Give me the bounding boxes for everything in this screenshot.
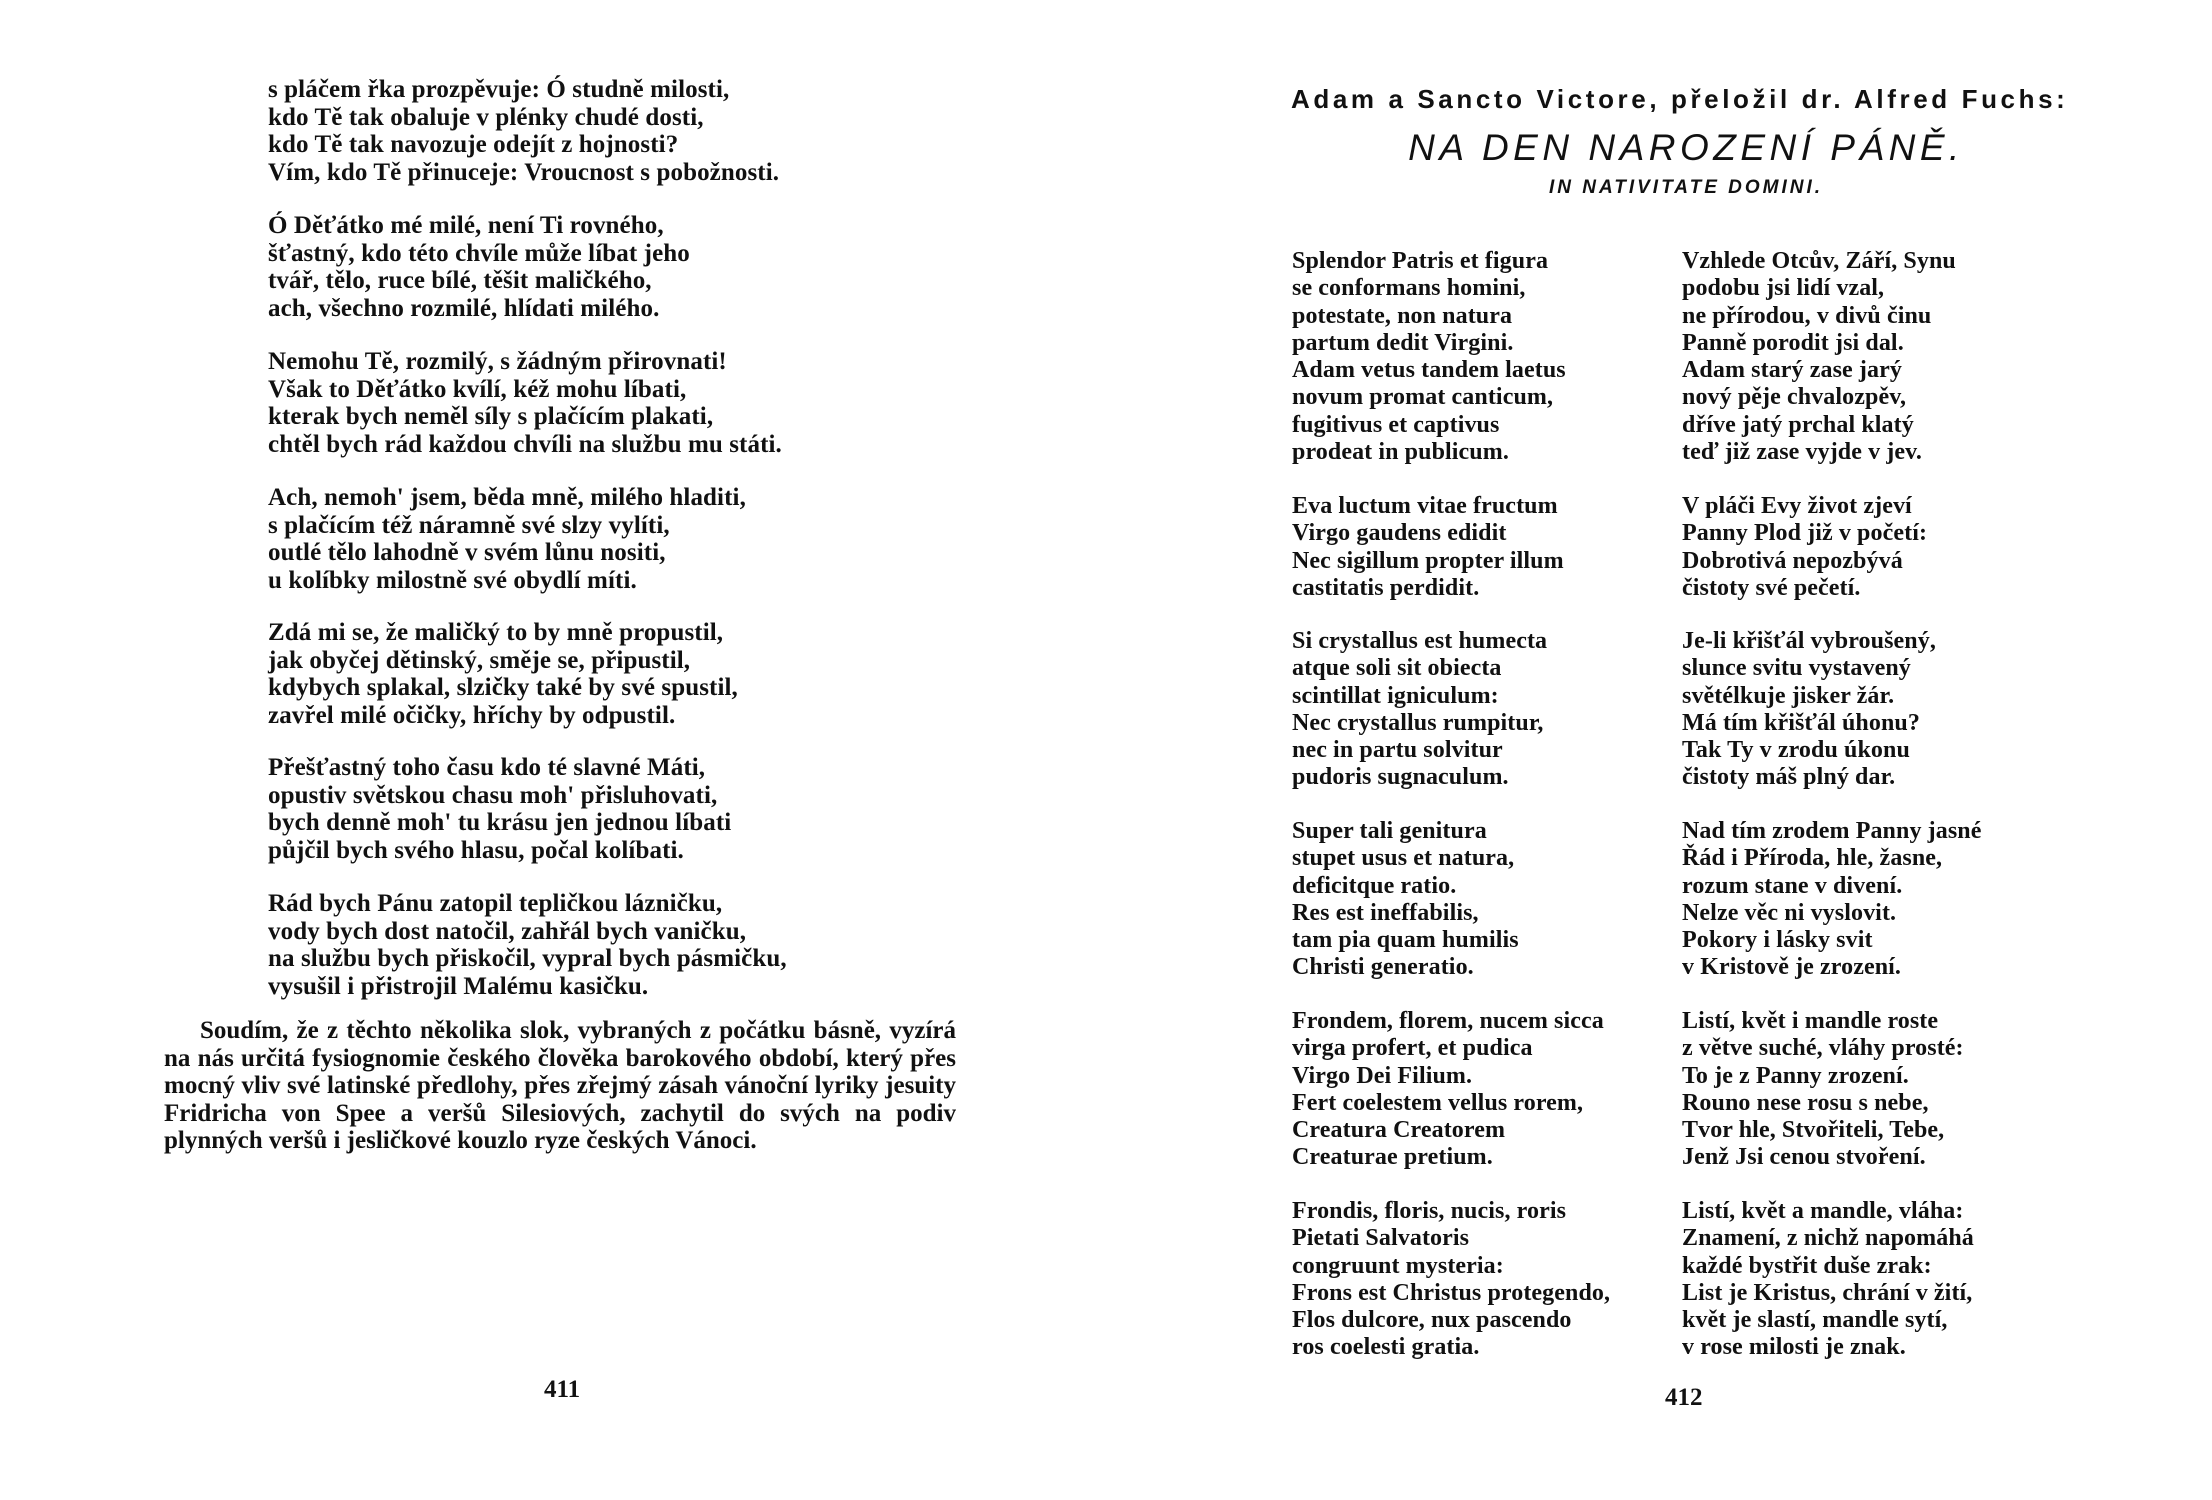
verse-line: Eva luctum vitae fructum — [1292, 493, 1558, 519]
verse-line: Ach, nemoh' jsem, běda mně, milého hladiti, — [268, 484, 746, 511]
latin-stanza — [1292, 493, 1682, 602]
czech-stanza — [1682, 818, 2082, 982]
verse-line: Super tali genitura — [1292, 818, 1487, 844]
verse-line: Ó Děťátko mé milé, není Ti rovného, — [268, 212, 664, 239]
czech-stanza — [1682, 248, 2082, 466]
verse-line: šťastný, kdo této chvíle může líbat jeho — [268, 239, 690, 267]
verse-line: Řád i Příroda, hle, žasne, — [1682, 845, 1943, 872]
verse-line: Panny Plod již v početí: — [1682, 520, 1928, 547]
verse-line: nec in partu solvitur — [1292, 737, 1503, 764]
verse-line: kterak bych neměl síly s plačícím plakati, — [268, 403, 714, 430]
left-stanza — [268, 212, 908, 322]
verse-line: Nec sigillum propter illum — [1292, 547, 1564, 574]
latin-stanza — [1292, 1008, 1682, 1172]
verse-line: Je-li křišťál vybroušený, — [1682, 628, 1936, 654]
verse-line: Frondis, floris, nucis, roris — [1292, 1198, 1567, 1224]
verse-line: Listí, květ a mandle, vláha: — [1682, 1198, 1964, 1224]
verse-line: světélkuje jisker žár. — [1682, 682, 1895, 709]
left-stanza — [268, 754, 908, 864]
right-page — [1106, 0, 2212, 1500]
verse-line: Si crystallus est humecta — [1292, 628, 1548, 654]
latin-stanza — [1292, 248, 1682, 466]
left-stanza — [268, 890, 908, 1000]
verse-line: scintillat igniculum: — [1292, 682, 1499, 709]
verse-line: každé bystřit duše zrak: — [1682, 1252, 1932, 1279]
verse-line: kdo Tě tak navozuje odejít z hojnosti? — [268, 131, 679, 158]
verse-line: ach, všechno rozmilé, hlídati milého. — [268, 294, 660, 322]
page-number: 412 — [1665, 1384, 1703, 1411]
verse-line: čistoty máš plný dar. — [1682, 764, 1896, 791]
verse-line: atque soli sit obiecta — [1292, 655, 1502, 682]
verse-line: Flos dulcore, nux pascendo — [1292, 1307, 1572, 1334]
page-number: 411 — [544, 1376, 581, 1403]
verse-line: Frondem, florem, nucem sicca — [1292, 1008, 1604, 1034]
verse-line: Nec crystallus rumpitur, — [1292, 709, 1544, 736]
verse-line: Frons est Christus protegendo, — [1292, 1279, 1611, 1306]
poem-subtitle: IN NATIVITATE DOMINI. — [1548, 177, 1824, 198]
latin-stanza — [1292, 818, 1682, 982]
verse-line: u kolíbky milostně své obydlí míti. — [268, 566, 637, 594]
left-stanza — [268, 619, 908, 729]
left-stanza — [268, 348, 908, 458]
verse-line: ros coelesti gratia. — [1292, 1334, 1480, 1361]
verse-line: bych denně moh' tu krásu jen jednou líbati — [268, 809, 732, 836]
verse-line: s plačícím též náramně své slzy vylíti, — [268, 511, 670, 539]
verse-line: partum dedit Virgini. — [1292, 329, 1514, 356]
verse-line: Creatura Creatorem — [1292, 1117, 1506, 1144]
verse-line: dříve jatý prchal klatý — [1682, 411, 1914, 438]
verse-line: Nemohu Tě, rozmilý, s žádným přirovnati! — [268, 348, 727, 375]
verse-line: congruunt mysteria: — [1292, 1252, 1504, 1279]
verse-line: Fert coelestem vellus rorem, — [1292, 1089, 1584, 1116]
commentary-paragraph: Soudím, že z těchto několika slok, vybraných z počátku básně, vyzírá na nás určitá fysiognomie českého člověka barokového období, který přes mocný vliv své latinské předlohy, přes zřejmý zásah vánoční lyriky jesuity Fridricha von Spee a veršů Silesiových, zachytil do svých na podiv plynných veršů i jesličkové kouzlo ryze českých Vánoci. — [164, 1017, 956, 1154]
verse-line: slunce svitu vystavený — [1682, 655, 1911, 682]
verse-line: s pláčem řka prozpěvuje: Ó studně milosti, — [268, 76, 730, 103]
verse-line: Rouno nese rosu s nebe, — [1682, 1089, 1929, 1116]
verse-line: Vzhlede Otcův, Září, Synu — [1682, 248, 1956, 274]
verse-line: fugitivus et captivus — [1292, 411, 1500, 438]
verse-line: Creaturae pretium. — [1292, 1144, 1493, 1171]
verse-line: Jenž Jsi cenou stvoření. — [1682, 1144, 1926, 1171]
verse-line: půjčil bych svého hlasu, počal kolíbati. — [268, 836, 684, 864]
verse-line: Virgo Dei Filium. — [1292, 1062, 1473, 1089]
verse-line: tvář, tělo, ruce bílé, těšit maličkého, — [268, 267, 652, 294]
verse-line: ne přírodou, v divů činu — [1682, 302, 1932, 329]
verse-line: Nelze věc ni vyslovit. — [1682, 899, 1897, 926]
verse-line: V pláči Evy život zjeví — [1682, 493, 1912, 519]
latin-stanza — [1292, 1198, 1682, 1362]
latin-stanza — [1292, 628, 1682, 792]
verse-line: v Kristově je zrození. — [1682, 954, 1902, 981]
verse-line: Vím, kdo Tě přinuceje: Vroucnost s pobožnosti. — [268, 158, 780, 186]
verse-line: Virgo gaudens edidit — [1292, 520, 1507, 547]
verse-line: Zdá mi se, že maličký to by mně propustil, — [268, 619, 724, 646]
verse-line: tam pia quam humilis — [1292, 927, 1519, 954]
verse-line: kdo Tě tak obaluje v plénky chudé dosti, — [268, 103, 704, 131]
verse-line: Splendor Patris et figura — [1292, 248, 1549, 274]
verse-line: vody bych dost natočil, zahřál bych vaničku, — [268, 917, 747, 945]
verse-line: vysušil i přistrojil Malému kasičku. — [268, 972, 649, 1000]
verse-line: Nad tím zrodem Panny jasné — [1682, 818, 1982, 844]
verse-line: Rád bych Pánu zatopil tepličkou lázničku, — [268, 890, 723, 917]
verse-line: Má tím křišťál úhonu? — [1682, 709, 1920, 736]
verse-line: chtěl bych rád každou chvíli na službu mu státi. — [268, 430, 782, 458]
verse-line: Dobrotivá nepozbývá — [1682, 547, 1903, 574]
verse-line: kdybych splakal, slzičky také by své spustil, — [268, 674, 738, 701]
verse-line: Znamení, z nichž napomáhá — [1682, 1225, 1974, 1252]
verse-line: čistoty své pečetí. — [1682, 574, 1861, 601]
czech-stanza — [1682, 1008, 2082, 1172]
verse-line: nový pěje chvalozpěv, — [1682, 384, 1907, 411]
verse-line: Adam vetus tandem laetus — [1292, 357, 1566, 384]
verse-line: z větve suché, vláhy prosté: — [1682, 1035, 1964, 1062]
verse-line: outlé tělo lahodně v svém lůnu nositi, — [268, 539, 666, 566]
verse-line: Tvor hle, Stvořiteli, Tebe, — [1682, 1117, 1945, 1144]
verse-line: Pokory i lásky svit — [1682, 927, 1873, 954]
verse-line: pudoris sugnaculum. — [1292, 764, 1509, 791]
verse-line: prodeat in publicum. — [1292, 439, 1509, 466]
verse-line: Tak Ty v zrodu úkonu — [1682, 737, 1910, 764]
verse-line: Pietati Salvatoris — [1292, 1225, 1470, 1252]
verse-line: na službu bych přiskočil, vypral bych pásmičku, — [268, 945, 787, 972]
verse-line: novum promat canticum, — [1292, 384, 1554, 411]
left-stanza — [268, 76, 908, 186]
verse-line: se conformans homini, — [1292, 275, 1526, 302]
czech-stanza — [1682, 493, 2082, 602]
verse-line: rozum stane v divení. — [1682, 872, 1903, 899]
verse-line: Res est ineffabilis, — [1292, 899, 1479, 926]
verse-line: teď již zase vyjde v jev. — [1682, 439, 1923, 466]
poem-title: NA DEN NAROZENÍ PÁNĚ. — [1408, 127, 1964, 168]
verse-line: Panně porodit jsi dal. — [1682, 329, 1904, 356]
verse-line: jak obyčej dětinský, směje se, připustil, — [268, 646, 691, 674]
verse-line: podobu jsi lidí vzal, — [1682, 275, 1885, 302]
verse-line: Adam starý zase jarý — [1682, 357, 1902, 384]
verse-line: potestate, non natura — [1292, 302, 1513, 329]
left-stanza — [268, 484, 908, 594]
verse-line: Christi generatio. — [1292, 954, 1474, 981]
verse-line: zavřel milé očičky, hříchy by odpustil. — [268, 701, 676, 729]
verse-line: Přešťastný toho času kdo té slavné Máti, — [268, 754, 706, 781]
verse-line: Však to Děťátko kvílí, kéž mohu líbati, — [268, 375, 687, 403]
verse-line: virga profert, et pudica — [1292, 1035, 1533, 1062]
verse-line: To je z Panny zrození. — [1682, 1062, 1909, 1089]
verse-line: castitatis perdidit. — [1292, 574, 1480, 601]
verse-line: deficitque ratio. — [1292, 872, 1457, 899]
czech-stanza — [1682, 628, 2082, 792]
verse-line: květ je slastí, mandle sytí, — [1682, 1307, 1948, 1334]
verse-line: opustiv světskou chasu moh' přisluhovati, — [268, 781, 718, 809]
verse-line: stupet usus et natura, — [1292, 845, 1515, 872]
verse-line: List je Kristus, chrání v žití, — [1682, 1279, 1973, 1306]
author-line: Adam a Sancto Victore, přeložil dr. Alfred Fuchs: — [1291, 84, 2069, 114]
verse-line: Listí, květ i mandle roste — [1682, 1008, 1939, 1034]
czech-stanza — [1682, 1198, 2082, 1362]
verse-line: v rose milosti je znak. — [1682, 1334, 1906, 1361]
